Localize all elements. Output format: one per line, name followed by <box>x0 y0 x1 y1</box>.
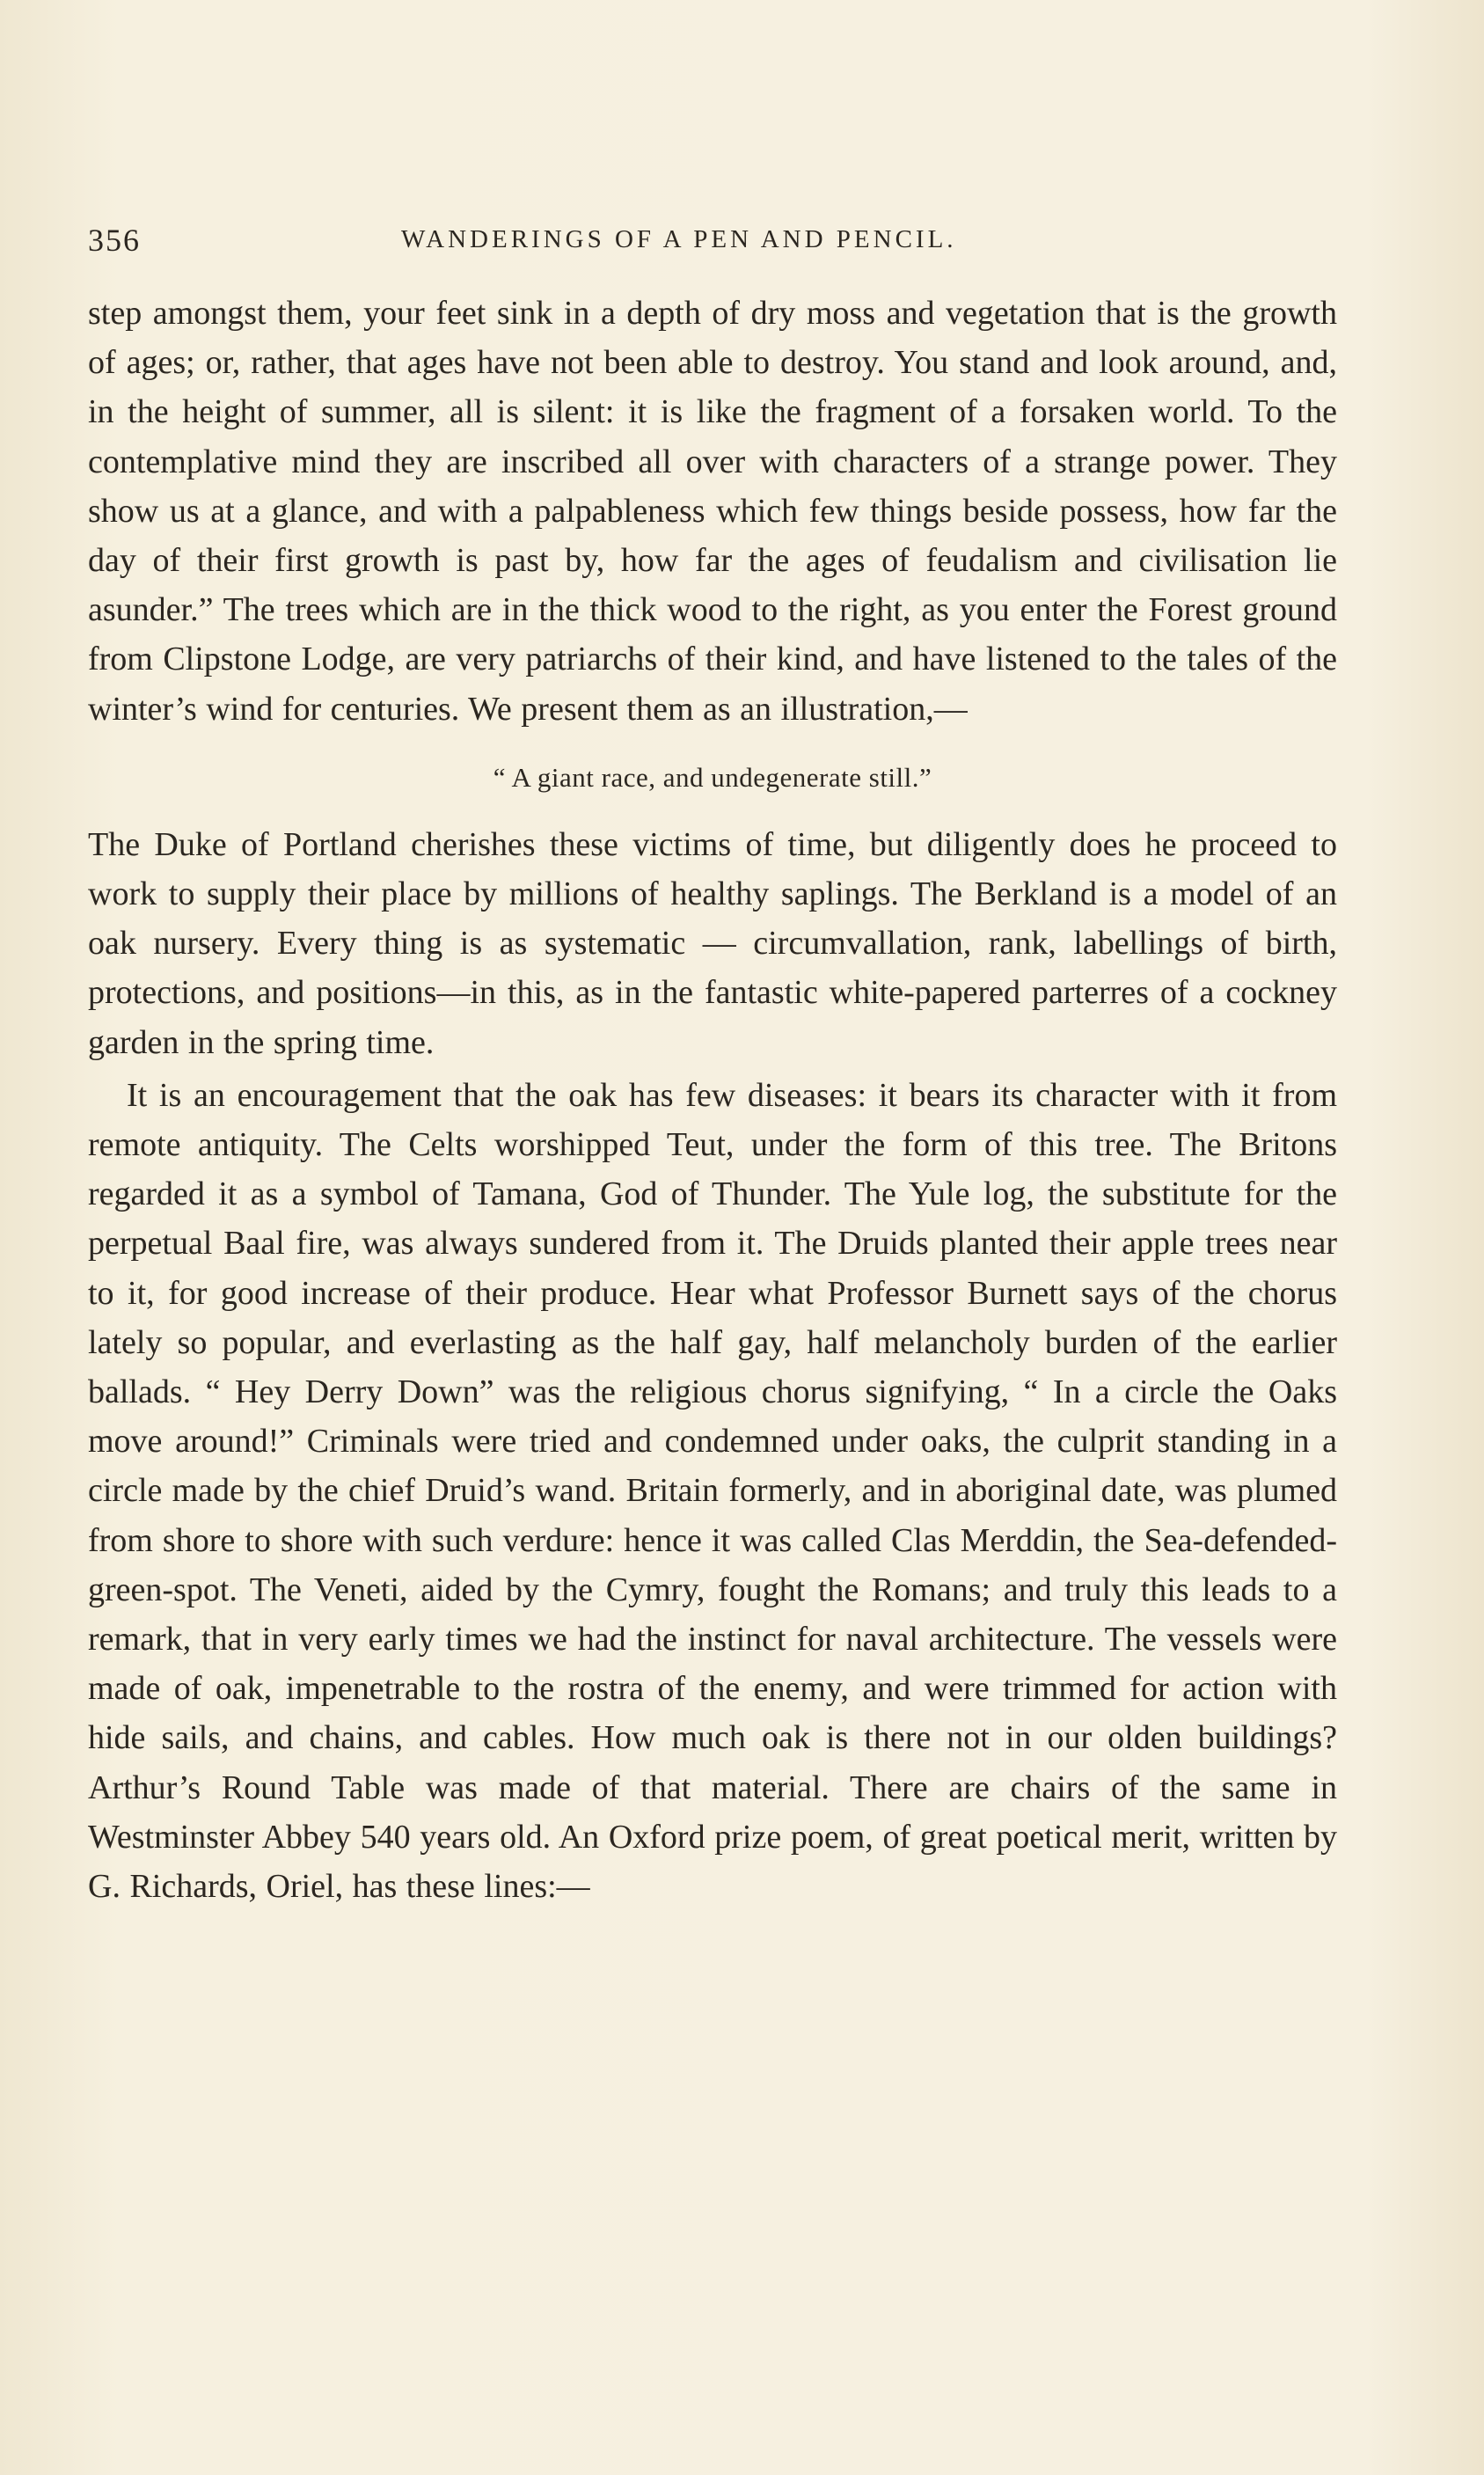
paragraph-oak-history: It is an encouragement that the oak has few diseases: it bears its character with it from remote antiquity. The Celts worshipped Teut, under the form of this tree. The Britons regarded it as a symbol of Tamana, God of Thunder. The Yule log, the substitute for the perpetual Baal fire, was always sundered from it. The Druids planted their apple trees near to it, for good increase of their produce. Hear what Professor Burnett says of the chorus lately so popular, and everlasting as the half gay, half melancholy burden of the earlier ballads. “ Hey Derry Down” was the religious chorus signifying, “ In a circle the Oaks move around!” Criminals were tried and condemned under oaks, the culprit standing in a circle made by the chief Druid’s wand. Britain formerly, and in aboriginal date, was plumed from shore to shore with such verdure: hence it was called Clas Merddin, the Sea-defended-green-spot. The Veneti, aided by the Cymry, fought the Romans; and truly this leads to a remark, that in very early times we had the instinct for naval architecture. The vessels were made of oak, impenetrable to the rostra of the enemy, and were trimmed for action with hide sails, and chains, and cables. How much oak is there not in our olden buildings? Arthur’s Round Table was made of that material. There are chairs of the same in Westminster Abbey 540 years old. An Oxford prize poem, of great poetical merit, written by G. Richards, Oriel, has these lines:— <box>88 1076 1337 1906</box>
paragraph-duke-of-portland: The Duke of Portland cherishes these victims of time, but diligently does he proceed to work to supply their place by millions of healthy saplings. The Berkland is a model of an oak nursery. Every thing is as systematic — circumvallation, rank, labellings of birth, protections, and positions—in this, as in the fantastic white-papered parterres of a cockney garden in the spring time. <box>88 825 1337 1061</box>
page-number: 356 <box>88 223 141 258</box>
block-quotation: “ A giant race, and undegenerate still.” <box>493 761 932 793</box>
running-title: WANDERINGS OF A PEN AND PENCIL. <box>401 225 957 253</box>
paragraph-continued: step amongst them, your feet sink in a depth of dry moss and vegetation that is the growth of ages; or, rather, that ages have not been able to destroy. You stand and look around, and, in the height of summer, all is silent: it is like the fragment of a forsaken world. To the contemplative mind they are inscribed all over with characters of a strange power. They show us at a glance, and with a palpableness which few things beside possess, how far the day of their first growth is past by, how far the ages of feudalism and civilisation lie asunder.” The trees which are in the thick wood to the right, as you enter the Forest ground from Clipstone Lodge, are very patriarchs of their kind, and have listened to the tales of the winter’s wind for centuries. We present them as an illustration,— <box>88 295 1337 728</box>
running-head <box>88 222 1346 260</box>
body-text <box>88 289 1337 1911</box>
